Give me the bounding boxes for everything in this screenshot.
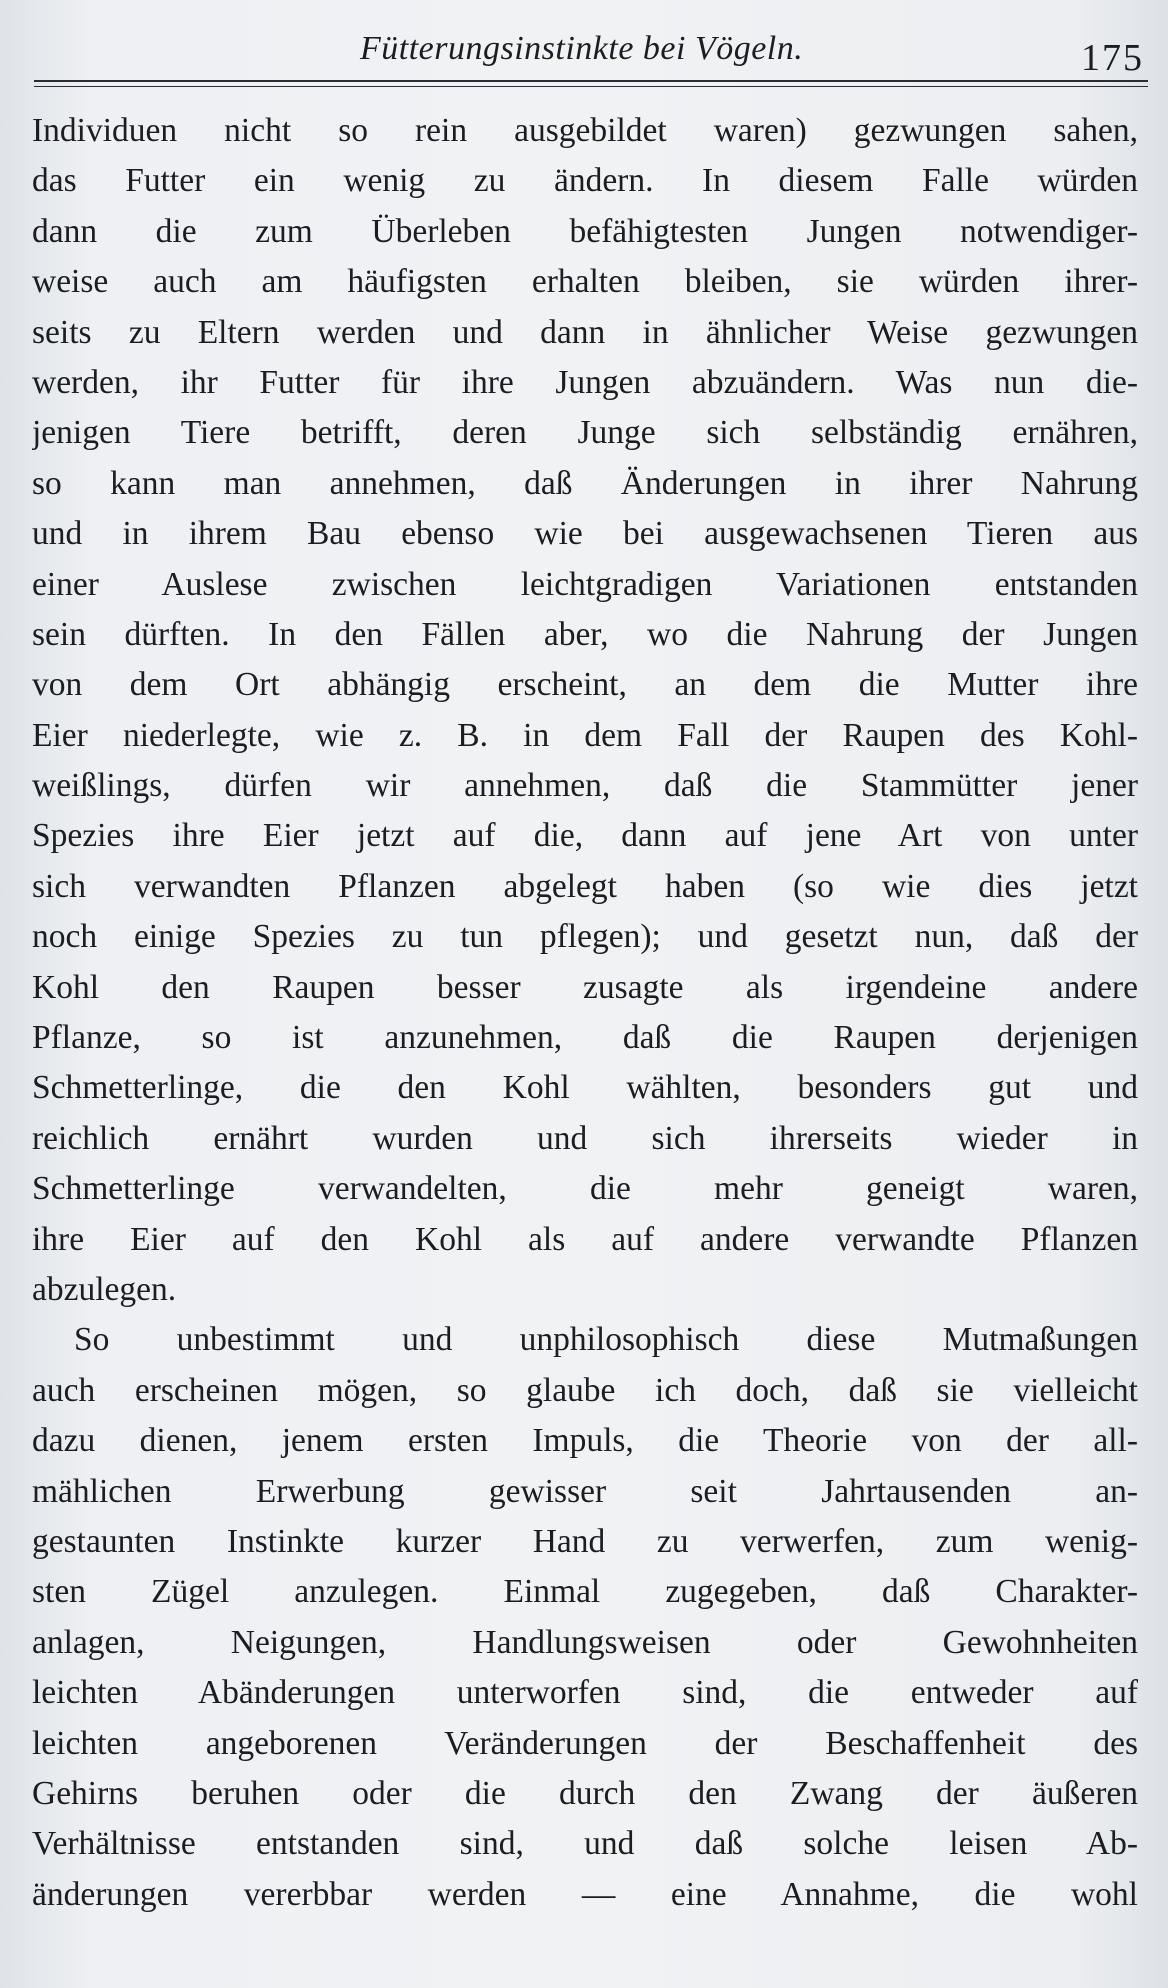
- text-line: leichten angeborenen Veränderungen der Beschaffenheit des: [32, 1724, 1138, 1762]
- text-line: Gehirns beruhen oder die durch den Zwang der äußeren: [32, 1774, 1138, 1812]
- text-line: Eier niederlegte, wie z. B. in dem Fall der Raupen des Kohl-: [32, 716, 1138, 754]
- text-line: reichlich ernährt wurden und sich ihrerseits wieder in: [32, 1119, 1138, 1157]
- text-line: einer Auslese zwischen leichtgradigen Variationen entstanden: [32, 565, 1138, 603]
- text-line: seits zu Eltern werden und dann in ähnlicher Weise gezwungen: [32, 313, 1138, 351]
- text-line: Spezies ihre Eier jetzt auf die, dann auf jene Art von unter: [32, 817, 1138, 855]
- text-line: auch erscheinen mögen, so glaube ich doch, daß sie vielleicht: [32, 1371, 1138, 1409]
- text-line: ihre Eier auf den Kohl als auf andere verwandte Pflanzen: [32, 1220, 1138, 1258]
- text-line: mählichen Erwerbung gewisser seit Jahrtausenden an-: [32, 1472, 1138, 1510]
- text-line: dann die zum Überleben befähigtesten Jungen notwendiger-: [32, 212, 1138, 250]
- text-line: so kann man annehmen, daß Änderungen in ihrer Nahrung: [32, 464, 1138, 502]
- text-line: anlagen, Neigungen, Handlungsweisen oder Gewohnheiten: [32, 1623, 1138, 1661]
- text-line: das Futter ein wenig zu ändern. In diesem Falle würden: [32, 162, 1138, 200]
- text-line: noch einige Spezies zu tun pflegen); und gesetzt nun, daß der: [32, 918, 1138, 956]
- text-line: weißlings, dürfen wir annehmen, daß die Stammütter jener: [32, 767, 1138, 805]
- text-line: sten Zügel anzulegen. Einmal zugegeben, daß Charakter-: [32, 1573, 1138, 1611]
- paragraph-2: [32, 1315, 1138, 1920]
- header-rule-bottom: [34, 86, 1148, 87]
- text-line: von dem Ort abhängig erscheint, an dem die Mutter ihre: [32, 666, 1138, 704]
- header-rule-top: [34, 80, 1148, 82]
- running-title: Fütterungsinstinkte bei Vögeln.: [360, 30, 804, 67]
- body-text: [32, 106, 1138, 1920]
- text-line: sich verwandten Pflanzen abgelegt haben (so wie dies jetzt: [32, 867, 1138, 905]
- text-line: werden, ihr Futter für ihre Jungen abzuändern. Was nun die-: [32, 363, 1138, 401]
- text-line: weise auch am häufigsten erhalten bleiben, sie würden ihrer-: [32, 263, 1138, 301]
- text-line: gestaunten Instinkte kurzer Hand zu verwerfen, zum wenig-: [32, 1522, 1138, 1560]
- text-line: und in ihrem Bau ebenso wie bei ausgewachsenen Tieren aus: [32, 515, 1138, 553]
- paragraph-1: [32, 106, 1138, 1315]
- text-line: Schmetterlinge, die den Kohl wählten, besonders gut und: [32, 1069, 1138, 1107]
- text-line: sein dürften. In den Fällen aber, wo die Nahrung der Jungen: [32, 615, 1138, 653]
- text-line: Individuen nicht so rein ausgebildet waren) gezwungen sahen,: [32, 112, 1138, 149]
- text-line: Schmetterlinge verwandelten, die mehr geneigt waren,: [32, 1170, 1138, 1208]
- text-line: jenigen Tiere betrifft, deren Junge sich selbständig ernähren,: [32, 414, 1138, 452]
- text-line: änderungen vererbbar werden — eine Annahme, die wohl: [32, 1875, 1138, 1913]
- text-line: Kohl den Raupen besser zusagte als irgendeine andere: [32, 968, 1138, 1006]
- text-line: dazu dienen, jenem ersten Impuls, die Theorie von der all-: [32, 1422, 1138, 1460]
- text-line: Pflanze, so ist anzunehmen, daß die Raupen derjenigen: [32, 1019, 1138, 1057]
- page-number: 175: [1081, 37, 1144, 79]
- text-line: leichten Abänderungen unterworfen sind, die entweder auf: [32, 1674, 1138, 1712]
- running-head: [0, 22, 1168, 78]
- text-line: abzulegen.: [32, 1270, 177, 1308]
- text-line: So unbestimmt und unphilosophisch diese Mutmaßungen: [74, 1321, 1138, 1359]
- text-line: Verhältnisse entstanden sind, und daß solche leisen Ab-: [32, 1825, 1138, 1863]
